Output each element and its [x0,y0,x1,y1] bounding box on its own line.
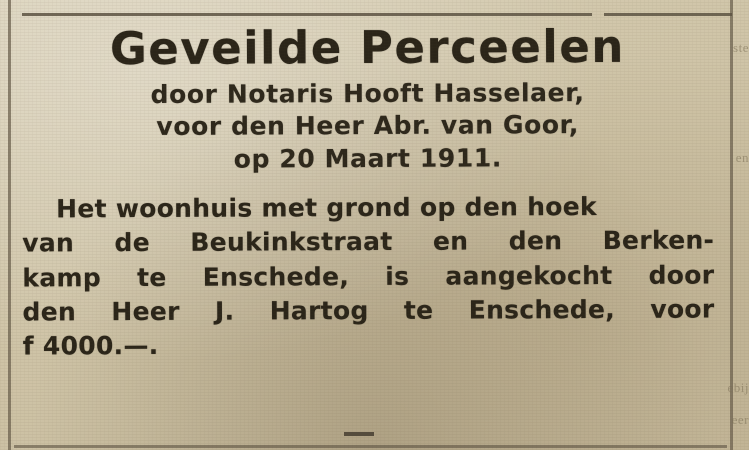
subtitle-line-2: voor den Heer Abr. van Goor, [156,110,580,142]
advertisement-headline: Geveilde Perceelen [109,19,625,76]
body-line-3: kamp te Enschede, is aangekocht door [22,260,715,293]
margin-bleed-text-1: ste [733,40,749,55]
body-line-5: f 4000.—. [22,331,159,361]
margin-bleed-text-4: eer [731,412,749,427]
margin-bleed-text-3: ebij [727,380,749,395]
subtitle-line-3: op 20 Maart 1911. [233,143,502,174]
body-line-4: den Heer J. Hartog te Enschede, voor [22,294,715,327]
top-rule-segment-left [22,13,592,16]
bottom-rule [14,445,727,448]
margin-bleed-text-2: en [735,150,749,165]
column-rule-left [8,0,11,450]
advertisement-body [21,19,715,363]
advertisement-paragraph [22,190,715,364]
body-line-2: van de Beukinkstraat en den Berken- [22,225,715,258]
ornament-dash [344,432,374,436]
body-line-1: Het woonhuis met grond op den hoek [56,192,597,224]
subtitle-line-1: door Notaris Hooft Hasselaer, [150,77,585,109]
top-rule-segment-right [604,13,732,16]
